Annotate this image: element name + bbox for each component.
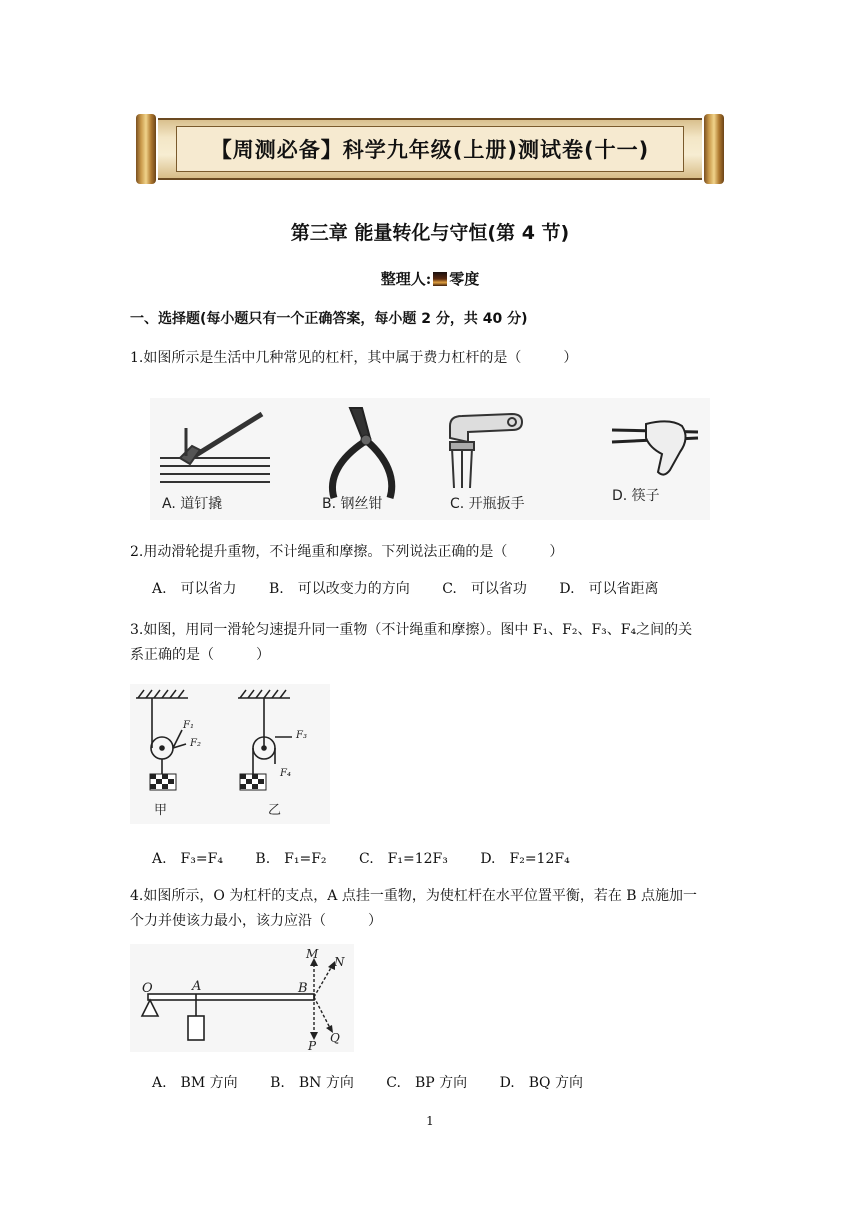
- q1-label-a: A. 道钉撬: [162, 496, 223, 512]
- label-p: P: [308, 1039, 317, 1052]
- chapter-title: 第三章 能量转化与守恒(第 4 节): [290, 222, 570, 244]
- label-f2: F₂: [190, 738, 201, 749]
- q4-option-c: C. BP 方向: [386, 1075, 468, 1091]
- section-heading: 一、选择题(每小题只有一个正确答案，每小题 2 分，共 40 分): [130, 311, 528, 327]
- question-4-text-line1: 4.如图所示，O 为杠杆的支点，A 点挂一重物，为使杠杆在水平位置平衡，若在 B 点施加一: [130, 888, 698, 904]
- q2-option-b: B. 可以改变力的方向: [269, 581, 410, 597]
- q3-option-a: A. F₃=F₄: [152, 851, 223, 867]
- label-n: N: [334, 955, 345, 969]
- q4-option-a: A. BM 方向: [152, 1075, 238, 1091]
- label-jia: 甲: [154, 803, 168, 818]
- compiler-avatar-icon: [433, 272, 447, 286]
- q1-label-b: B. 钢丝钳: [322, 496, 383, 512]
- q2-option-c: C. 可以省功: [442, 581, 527, 597]
- question-4-options: [152, 1072, 611, 1092]
- q1-label-c: C. 开瓶扳手: [450, 496, 525, 512]
- title-banner: [136, 114, 724, 184]
- q1-label-d: D. 筷子: [612, 488, 660, 504]
- q3-option-d: D. F₂=12F₄: [480, 851, 570, 867]
- scroll-rod-left: [136, 114, 156, 184]
- label-o: O: [142, 981, 153, 996]
- question-3-text-line1: 3.如图，用同一滑轮匀速提升同一重物（不计绳重和摩擦）。图中 F₁、F₂、F₃、F₄之间的关: [130, 622, 693, 638]
- label-b: B: [298, 981, 308, 996]
- q4-lever-figure: [130, 944, 354, 1052]
- question-3-options: [152, 848, 598, 868]
- label-f1: F₁: [183, 720, 194, 731]
- label-q: Q: [330, 1031, 340, 1045]
- question-4-text-line2: 个力并使该力最小，该力应沿（ ）: [130, 913, 382, 929]
- question-1-text: 1.如图所示是生活中几种常见的杠杆，其中属于费力杠杆的是（ ）: [130, 350, 578, 366]
- scroll-rod-right: [704, 114, 724, 184]
- question-2-text: 2.用动滑轮提升重物，不计绳重和摩擦。下列说法正确的是（ ）: [130, 544, 564, 560]
- q3-pulley-figure: [130, 684, 330, 824]
- q2-option-a: A. 可以省力: [152, 581, 237, 597]
- compiler-name: 零度: [449, 270, 480, 288]
- question-2-options: [152, 578, 687, 598]
- q3-option-c: C. F₁=12F₃: [358, 851, 448, 867]
- scroll-paper: [158, 118, 702, 180]
- compiler-line: [0, 268, 860, 289]
- compiler-label: 整理人:: [380, 270, 432, 288]
- label-m: M: [306, 947, 319, 961]
- q2-option-d: D. 可以省距离: [559, 581, 659, 597]
- page-number: 1: [426, 1114, 434, 1128]
- label-f4: F₄: [280, 768, 291, 779]
- q3-option-b: B. F₁=F₂: [255, 851, 327, 867]
- label-yi: 乙: [268, 803, 282, 818]
- question-3-text-line2: 系正确的是（ ）: [130, 647, 270, 663]
- q1-figure: [150, 398, 710, 520]
- banner-title: 【周测必备】科学九年级(上册)测试卷(十一): [210, 138, 650, 162]
- q4-option-d: D. BQ 方向: [499, 1075, 583, 1091]
- label-a: A: [192, 979, 202, 994]
- label-f3: F₃: [296, 730, 307, 741]
- q4-option-b: B. BN 方向: [270, 1075, 354, 1091]
